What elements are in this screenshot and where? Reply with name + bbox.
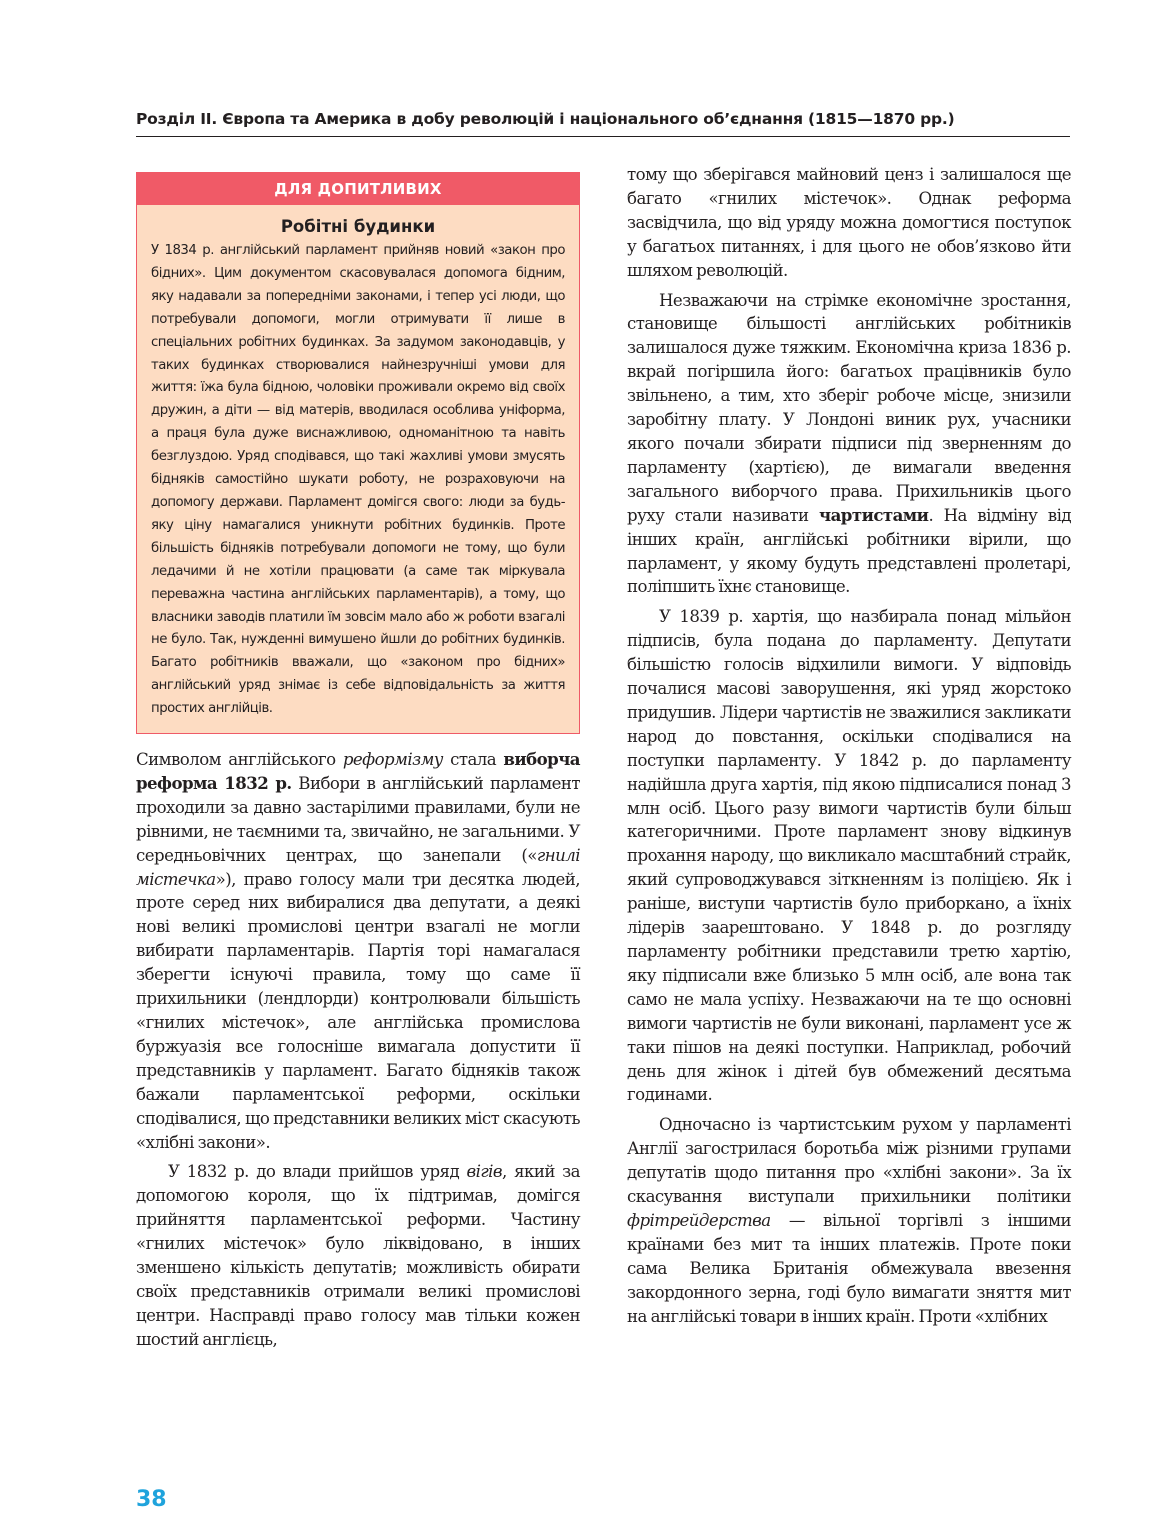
- bold-term: чартистами: [818, 504, 929, 525]
- paragraph: [627, 1113, 1071, 1328]
- section-header: Розділ ІІ. Європа та Америка в добу революцій і національного об’єднання (1815—1870 рр.): [136, 110, 1070, 137]
- paragraph: [136, 1160, 580, 1351]
- left-column: [136, 172, 580, 1352]
- page-number: 38: [136, 1487, 167, 1512]
- sidebar-label: ДЛЯ ДОПИТЛИВИХ: [137, 173, 579, 205]
- italic-term: вігів: [466, 1162, 503, 1182]
- text-run: — вільної торгівлі з іншими країнами без мит та інших платежів. Проте поки сама Велика Британія обмежувала ввезення закордонного зерна, годі було вимагати зняття мит на англійські товари в інших країн. Проти «хлібних: [627, 1210, 1071, 1326]
- italic-term: фрітрейдерства: [627, 1210, 771, 1230]
- paragraph: тому що зберігався майновий ценз і залишалося ще багато «гнилих містечок». Однак реформа засвідчила, що від уряду можна домогтися поступок у багатьох питаннях, і для цього не обов’язково йти шляхом революцій.: [627, 165, 1071, 280]
- italic-term: гнилі містечка: [136, 845, 580, 889]
- text-run: Вибори в англійський парламент проходили за давно застарілими правилами, були не рівними, не таємними та, звичайно, не загальними. У середньовічних центрах, що занепали («: [136, 773, 580, 865]
- sidebar-text: У 1834 р. англійський парламент прийняв новий «закон про бідних». Цим документом скасовувалася допомога бідним, яку надавали за попередніми законами, і тепер усі люди, що потребували допомоги, могли отримувати її лише в спеціальних робітних будинках. За задумом законодавців, у таких будинках створювалися найнезручніші умови для життя: їжа була бідною, чоловіки проживали окремо від своїх дружин, а діти — від матерів, вводилася особлива уніформа, а праця була дуже виснажливою, одноманітною та навіть безглуздою. Уряд сподівався, що такі жахливі умови змусять бідняків самостійно шукати роботу, не розраховуючи на допомогу держави. Парламент домігся свого: люди за будь-яку ціну намагалися уникнути робітних будинків. Проте більшість бідняків потребували допомоги не тому, що були ледачими й не хотіли працювати (а саме так міркувала переважна частина англійських парламентарів), а тому, що власники заводів платили їм зовсім мало або ж роботи взагалі не було. Так, нужденні вимушено йшли до робітних будинків. Багато робітників вважали, що «законом про бідних» англійський уряд знімає із себе відповідальність за життя простих англійців.: [151, 243, 565, 717]
- paragraph: [136, 748, 580, 1154]
- bold-term: виборча реформа 1832 р.: [136, 749, 580, 793]
- text-run: Символом англійського: [136, 750, 343, 770]
- sidebar-title: Робітні будинки: [280, 217, 436, 236]
- text-run: . На відміну від інших країн, англійські робітники вірили, що парламент, у якому будуть представлені пролетарі, поліпшить їхнє становище.: [627, 505, 1072, 597]
- text-run: стала: [442, 750, 504, 770]
- text-run: Одночасно із чартистським рухом у парламенті Англії загострилася боротьба між різними групами депутатів щодо питання про «хлібні закони». За їх скасування виступали прихильники політики: [627, 1115, 1071, 1207]
- italic-term: реформізму: [342, 750, 443, 770]
- text-run: , який за допомогою короля, що їх підтримав, домігся прийняття парламентської реформи. Частину «гнилих містечок» було ліквідовано, в інших зменшено кількість депутатів; можливість обирати своїх представників отримали великі промислові центри. Насправді право голосу мав тільки кожен шостий англієць,: [136, 1162, 581, 1349]
- text-run: »), право голосу мали три десятка людей, проте серед них вибиралися два депутати, а деякі нові великі промислові центри взагалі не могли вибирати парламентарів. Партія торі намагалася зберегти існуючі правила, тому що саме її прихильники (лендлорди) контролювали більшість «гнилих містечок», але англійська промислова буржуазія все голосніше вимагала допустити її представників у парламент. Багато бідняків також бажали парламентської реформи, оскільки сподівалися, що представники великих міст скасують «хлібні закони».: [136, 869, 580, 1152]
- text-run: Незважаючи на стрімке економічне зростання, становище більшості англійських робітників залишалося дуже тяжким. Економічна криза 1836 р. вкрай погіршила його: багатьох працівників було звільнено, а тим, хто зберіг робоче місце, знизили заробітну плату. У Лондоні виник рух, учасники якого почали збирати підписи під зверненням до парламенту (хартією), де вимагали введення загального виборчого права. Прихильників цього руху стали називати: [627, 290, 1071, 525]
- paragraph: [627, 289, 1071, 600]
- text-run: У 1832 р. до влади прийшов уряд: [168, 1162, 467, 1182]
- right-column: [627, 163, 1071, 1333]
- curious-sidebar: [136, 172, 580, 734]
- paragraph: У 1839 р. хартія, що назбирала понад мільйон підписів, була подана до парламенту. Депутати більшістю голосів відхилили вимоги. У відповідь почалися масові заворушення, які уряд жорстоко придушив. Лідери чартистів не зважилися закликати народ до повстання, оскільки сподівалися на поступки парламенту. У 1842 р. до парламенту надійшла друга хартія, під якою підписалися понад 3 млн осіб. Цього разу вимоги чартистів були більш категоричними. Проте парламент знову відкинув прохання народу, що викликало масштабний страйк, який супроводжувався зіткненням із поліцією. Як і раніше, виступи чартистів було приборкано, а їхніх лідерів заарештовано. У 1848 р. до розгляду парламенту робітники представили третю хартію, яку підписали вже близько 5 млн осіб, але вона так само не мала успіху. Незважаючи на те що основні вимоги чартистів не були виконані, парламент усе ж таки пішов на деякі поступки. Наприклад, робочий день для жінок і дітей був обмежений десятьма годинами.: [627, 607, 1071, 1105]
